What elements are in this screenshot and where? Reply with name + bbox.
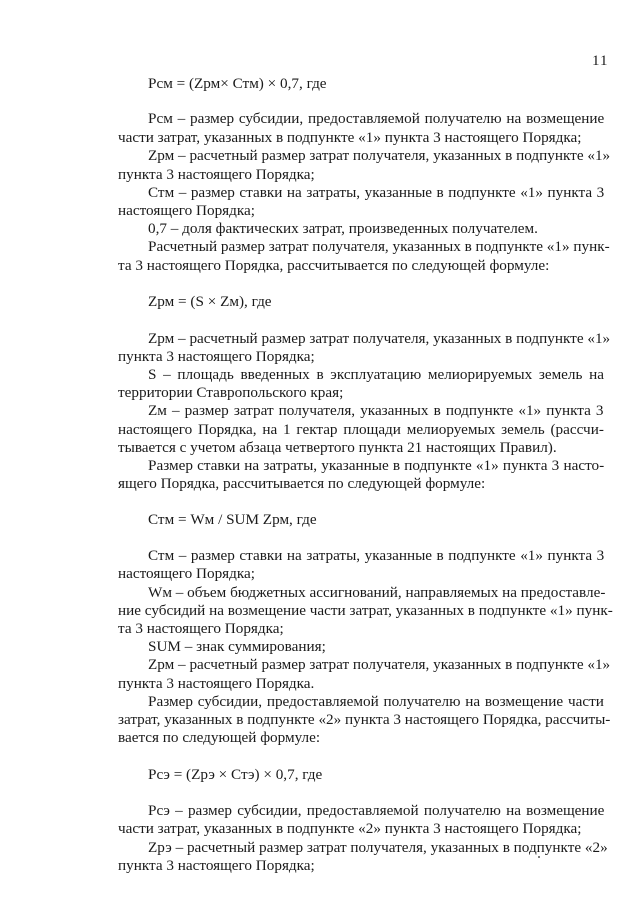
text-line: Zрэ – расчетный размер затрат получателя, указанных в подпункте «2»: [148, 839, 608, 856]
text-line: 0,7 – доля фактических затрат, произведенных получателем.: [148, 220, 538, 237]
text-line: пункта 3 настоящего Порядка;: [118, 166, 315, 183]
text-line: та 3 настоящего Порядка, рассчитывается по следующей формуле:: [118, 257, 550, 274]
text-line: Стм – размер ставки на затраты, указанные в подпункте «1» пункта 3: [148, 184, 605, 201]
text-line: пункта 3 настоящего Порядка.: [118, 675, 315, 692]
text-line: Zрм – расчетный размер затрат получателя, указанных в подпункте «1»: [148, 330, 611, 347]
formula-line: Стм = Wм / SUM Zрм, где: [148, 511, 317, 528]
text-line: пункта 3 настоящего Порядка;: [118, 857, 315, 874]
text-line: Расчетный размер затрат получателя, указанных в подпункте «1» пунк-: [148, 238, 610, 255]
formula-line: Рсм = (Zрм× Стм) × 0,7, где: [148, 75, 327, 92]
text-line: Рсэ – размер субсидии, предоставляемой получателю на возмещение: [148, 802, 605, 819]
text-line: та 3 настоящего Порядка;: [118, 620, 284, 637]
text-line: части затрат, указанных в подпункте «1» пункта 3 настоящего Порядка;: [118, 129, 582, 146]
formula-line: Zрм = (S × Zм), где: [148, 293, 272, 310]
text-line: Размер ставки на затраты, указанные в подпункте «1» пункта 3 насто-: [148, 457, 605, 474]
text-line: ящего Порядка, рассчитывается по следующей формуле:: [118, 475, 486, 492]
scan-speck: [538, 856, 540, 858]
text-line: ние субсидий на возмещение части затрат, указанных в подпункте «1» пунк-: [118, 602, 613, 619]
text-line: настоящего Порядка;: [118, 202, 255, 219]
text-line: тывается с учетом абзаца четвертого пункта 21 настоящих Правил).: [118, 439, 557, 456]
text-line: пункта 3 настоящего Порядка;: [118, 348, 315, 365]
text-line: S – площадь введенных в эксплуатацию мелиорируемых земель на: [148, 366, 604, 383]
text-line: Zрм – расчетный размер затрат получателя, указанных в подпункте «1»: [148, 147, 611, 164]
formula-line: Рсэ = (Zрэ × Стэ) × 0,7, где: [148, 766, 323, 783]
text-line: Размер субсидии, предоставляемой получателю на возмещение части: [148, 693, 604, 710]
text-line: настоящего Порядка, на 1 гектар площади мелиоруемых земель (рассчи-: [118, 421, 604, 438]
text-line: настоящего Порядка;: [118, 565, 255, 582]
text-line: части затрат, указанных в подпункте «2» пункта 3 настоящего Порядка;: [118, 820, 582, 837]
text-line: территории Ставропольского края;: [118, 384, 344, 401]
text-line: SUM – знак суммирования;: [148, 638, 326, 655]
text-line: Wм – объем бюджетных ассигнований, направляемых на предоставле-: [148, 584, 606, 601]
text-line: Стм – размер ставки на затраты, указанные в подпункте «1» пункта 3: [148, 547, 605, 564]
text-line: затрат, указанных в подпункте «2» пункта 3 настоящего Порядка, рассчиты-: [118, 711, 611, 728]
text-line: Zм – размер затрат получателя, указанных в подпункте «1» пункта 3: [148, 402, 604, 419]
text-line: вается по следующей формуле:: [118, 729, 321, 746]
text-line: Рсм – размер субсидии, предоставляемой получателю на возмещение: [148, 110, 605, 127]
text-line: Zрм – расчетный размер затрат получателя, указанных в подпункте «1»: [148, 656, 611, 673]
page-number: 11: [592, 53, 609, 69]
